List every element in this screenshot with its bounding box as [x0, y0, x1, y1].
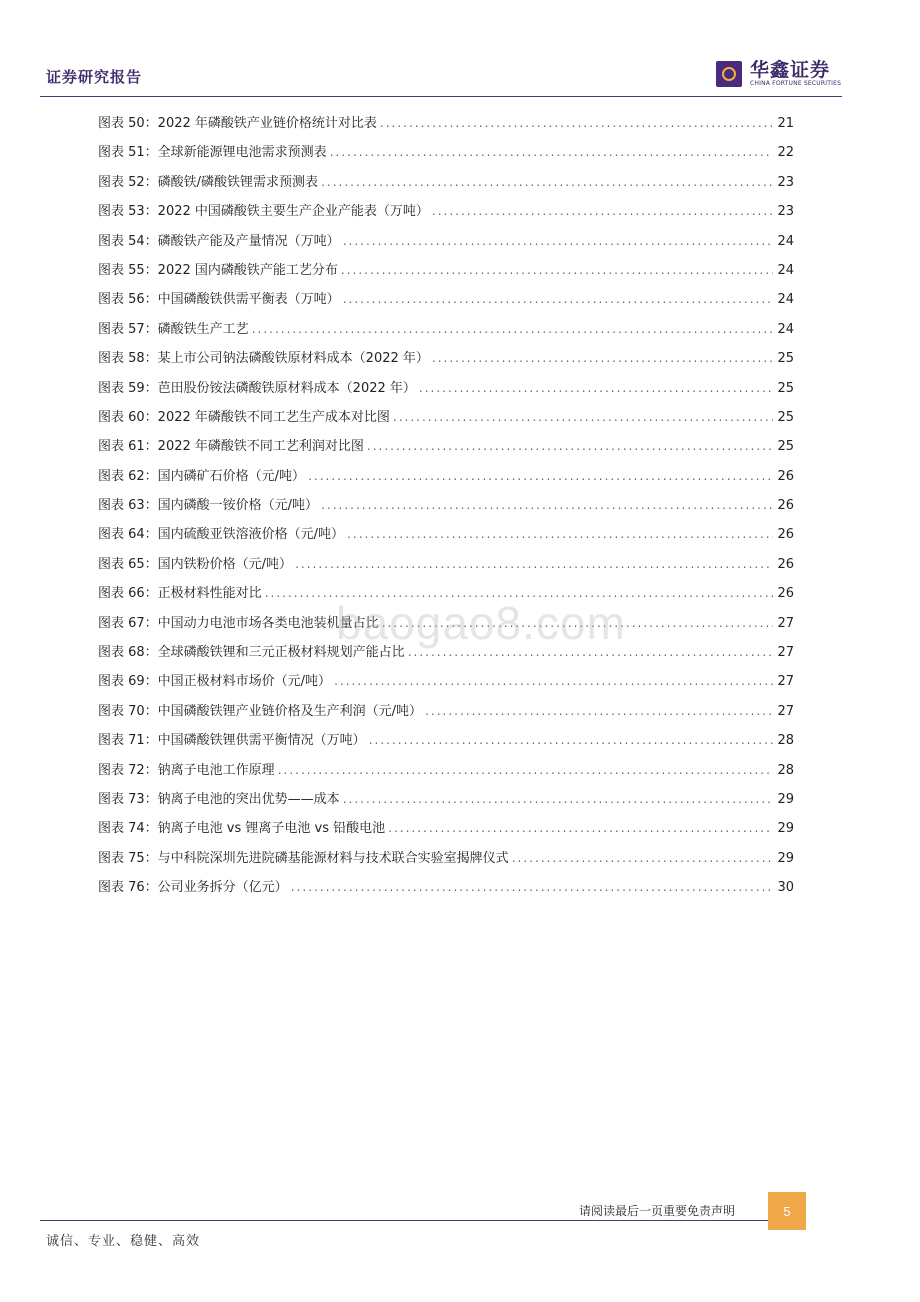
toc-entry-label: 图表 75：与中科院深圳先进院磷基能源材料与技术联合实验室揭牌仪式	[98, 850, 509, 866]
toc-entry-label: 图表 58：某上市公司钠法磷酸铁原材料成本（2022 年）	[98, 351, 429, 367]
report-header-title: 证券研究报告	[46, 68, 143, 86]
toc-leader-dots	[347, 527, 773, 541]
page-number: 5	[768, 1192, 806, 1230]
toc-entry-page: 25	[777, 439, 794, 455]
toc-entry-page: 24	[777, 321, 794, 337]
toc-leader-dots	[388, 821, 773, 835]
watermark: baogao8.com	[336, 597, 626, 649]
logo-chinese-name: 华鑫证券	[750, 59, 831, 81]
toc-entry-page: 24	[777, 262, 794, 278]
toc-entry-page: 26	[777, 527, 794, 543]
toc-leader-dots	[367, 439, 773, 453]
toc-leader-dots	[343, 234, 773, 248]
logo-english-name: CHINA FORTUNE SECURITIES	[750, 80, 842, 87]
toc-leader-dots	[393, 410, 773, 424]
toc-entry-label: 图表 55：2022 国内磷酸铁产能工艺分布	[98, 262, 338, 278]
toc-entry[interactable]	[98, 523, 794, 552]
toc-leader-dots	[321, 175, 773, 189]
toc-entry-page: 29	[777, 791, 794, 807]
toc-entry-page: 24	[777, 233, 794, 249]
toc-leader-dots	[291, 880, 773, 894]
toc-leader-dots	[341, 263, 773, 277]
toc-entry-label: 图表 76：公司业务拆分（亿元）	[98, 880, 288, 896]
toc-entry-page: 23	[777, 174, 794, 190]
toc-entry-label: 图表 62：国内磷矿石价格（元/吨）	[98, 468, 306, 484]
toc-entry[interactable]	[98, 847, 794, 876]
header-divider	[40, 96, 842, 97]
toc-entry-label: 图表 53：2022 中国磷酸铁主要生产企业产能表（万吨）	[98, 204, 429, 220]
toc-leader-dots	[512, 851, 773, 865]
toc-entry[interactable]	[98, 318, 794, 347]
toc-entry-page: 26	[777, 586, 794, 602]
toc-entry[interactable]	[98, 435, 794, 464]
toc-leader-dots	[308, 469, 773, 483]
toc-entry[interactable]	[98, 670, 794, 699]
toc-entry-label: 图表 56：中国磷酸铁供需平衡表（万吨）	[98, 292, 340, 308]
toc-leader-dots	[330, 145, 773, 159]
toc-entry[interactable]	[98, 876, 794, 905]
toc-entry[interactable]	[98, 817, 794, 846]
toc-entry-page: 27	[777, 645, 794, 661]
toc-entry-label: 图表 73：钠离子电池的突出优势——成本	[98, 791, 340, 807]
toc-entry[interactable]	[98, 259, 794, 288]
toc-leader-dots	[334, 674, 773, 688]
toc-entry-label: 图表 54：磷酸铁产能及产量情况（万吨）	[98, 233, 340, 249]
toc-leader-dots	[343, 292, 773, 306]
toc-entry[interactable]	[98, 377, 794, 406]
toc-leader-dots	[432, 204, 773, 218]
toc-entry-page: 26	[777, 468, 794, 484]
toc-entry-label: 图表 65：国内铁粉价格（元/吨）	[98, 556, 293, 572]
toc-entry-label: 图表 50：2022 年磷酸铁产业链价格统计对比表	[98, 116, 377, 131]
toc-entry-page: 27	[777, 674, 794, 690]
toc-entry[interactable]	[98, 288, 794, 317]
toc-entry-page: 27	[777, 703, 794, 719]
toc-entry-label: 图表 61：2022 年磷酸铁不同工艺利润对比图	[98, 439, 364, 455]
toc-entry-label: 图表 67：中国动力电池市场各类电池装机量占比	[98, 615, 379, 631]
toc-entry[interactable]	[98, 553, 794, 582]
toc-entry-page: 29	[777, 850, 794, 866]
disclaimer-notice: 请阅读最后一页重要免责声明	[579, 1204, 736, 1218]
toc-entry-page: 28	[777, 762, 794, 778]
toc-entry[interactable]	[98, 230, 794, 259]
toc-entry[interactable]	[98, 347, 794, 376]
company-logo	[716, 60, 841, 88]
toc-entry[interactable]	[98, 200, 794, 229]
toc-entry-page: 30	[777, 880, 794, 896]
toc-leader-dots	[380, 116, 773, 130]
toc-entry-label: 图表 60：2022 年磷酸铁不同工艺生产成本对比图	[98, 409, 390, 425]
toc-entry[interactable]	[98, 406, 794, 435]
toc-entry-label: 图表 70：中国磷酸铁锂产业链价格及生产利润（元/吨）	[98, 703, 423, 719]
toc-leader-dots	[321, 498, 773, 512]
toc-entry-label: 图表 69：中国正极材料市场价（元/吨）	[98, 674, 332, 690]
toc-entry[interactable]	[98, 494, 794, 523]
toc-entry-page: 25	[777, 351, 794, 367]
toc-entry[interactable]	[98, 700, 794, 729]
toc-entry-page: 26	[777, 498, 794, 514]
table-of-figures	[98, 112, 794, 906]
toc-entry-page: 22	[777, 145, 794, 161]
toc-leader-dots	[432, 351, 773, 365]
toc-entry-label: 图表 64：国内硫酸亚铁溶液价格（元/吨）	[98, 527, 345, 543]
toc-entry[interactable]	[98, 788, 794, 817]
toc-entry-page: 24	[777, 292, 794, 308]
toc-leader-dots	[343, 792, 773, 806]
toc-entry-label: 图表 71：中国磷酸铁锂供需平衡情况（万吨）	[98, 733, 366, 749]
logo-mark-icon	[716, 61, 742, 87]
toc-entry-label: 图表 59：芭田股份铵法磷酸铁原材料成本（2022 年）	[98, 380, 416, 396]
toc-entry-page: 27	[777, 615, 794, 631]
toc-entry-page: 21	[777, 116, 794, 131]
toc-entry-label: 图表 51：全球新能源锂电池需求预测表	[98, 145, 327, 161]
toc-entry[interactable]	[98, 759, 794, 788]
toc-entry[interactable]	[98, 112, 794, 141]
toc-entry-page: 23	[777, 204, 794, 220]
toc-leader-dots	[419, 381, 773, 395]
toc-entry-page: 25	[777, 409, 794, 425]
toc-entry-page: 26	[777, 556, 794, 572]
toc-entry[interactable]	[98, 465, 794, 494]
toc-entry-page: 28	[777, 733, 794, 749]
toc-leader-dots	[425, 704, 773, 718]
toc-entry-label: 图表 57：磷酸铁生产工艺	[98, 321, 249, 337]
toc-entry[interactable]	[98, 171, 794, 200]
toc-leader-dots	[369, 733, 773, 747]
toc-leader-dots	[278, 763, 773, 777]
toc-entry-page: 25	[777, 380, 794, 396]
toc-entry-label: 图表 68：全球磷酸铁锂和三元正极材料规划产能占比	[98, 645, 405, 661]
toc-entry-page: 29	[777, 821, 794, 837]
toc-entry[interactable]	[98, 729, 794, 758]
footer-divider	[40, 1220, 768, 1221]
toc-leader-dots	[252, 322, 773, 336]
toc-entry-label: 图表 63：国内磷酸一铵价格（元/吨）	[98, 498, 319, 514]
toc-entry[interactable]	[98, 141, 794, 170]
footer-slogan: 诚信、专业、稳健、高效	[46, 1234, 201, 1249]
toc-entry-label: 图表 74：钠离子电池 vs 锂离子电池 vs 铅酸电池	[98, 821, 386, 837]
toc-entry-label: 图表 66：正极材料性能对比	[98, 586, 262, 602]
toc-leader-dots	[295, 557, 773, 571]
toc-entry-label: 图表 72：钠离子电池工作原理	[98, 762, 275, 778]
toc-entry-label: 图表 52：磷酸铁/磷酸铁锂需求预测表	[98, 174, 319, 190]
